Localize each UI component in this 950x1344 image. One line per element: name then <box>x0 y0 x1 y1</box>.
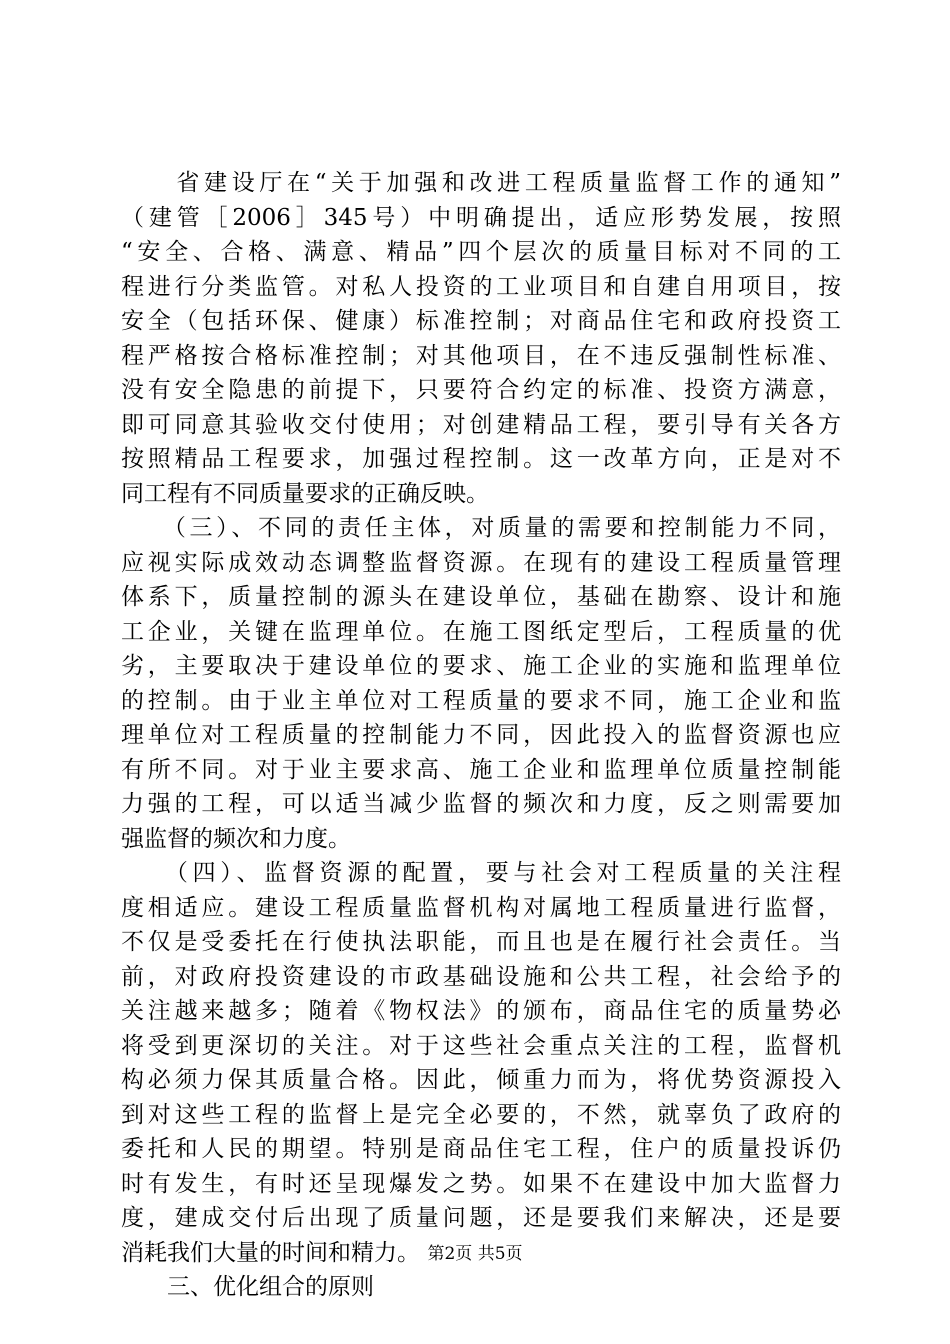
text-line: 同工程有不同质量要求的正确反映。 <box>121 480 489 507</box>
text-line: 时有发生，有时还呈现爆发之势。如果不在建设中加大监督力 <box>121 1170 841 1197</box>
text-line: 有所不同。对于业主要求高、施工企业和监理单位质量控制能 <box>121 756 841 783</box>
text-line: 体系下，质量控制的源头在建设单位，基础在勘察、设计和施 <box>121 584 841 610</box>
text-line: 力强的工程，可以适当减少监督的频次和力度，反之则需要加 <box>121 791 841 817</box>
text-line: 前，对政府投资建设的市政基础设施和公共工程，社会给予的 <box>121 963 841 990</box>
text-line: 理单位对工程质量的控制能力不同，因此投入的监督资源也应 <box>121 722 841 748</box>
text-line: 没有安全隐患的前提下，只要符合约定的标准、投资方满意， <box>121 377 841 403</box>
text-line: 构必须力保其质量合格。因此，倾重力而为，将优势资源投入 <box>121 1067 841 1093</box>
text-line: （三）、不同的责任主体，对质量的需要和控制能力不同， <box>121 515 841 541</box>
text-line: 程进行分类监管。对私人投资的工业项目和自建自用项目，按 <box>121 273 841 300</box>
text-line: 即可同意其验收交付使用；对创建精品工程，要引导有关各方 <box>121 411 841 438</box>
text-line: 关注越来越多；随着《物权法》的颁布，商品住宅的质量势必 <box>121 998 841 1024</box>
text-line: 委托和人民的期望。特别是商品住宅工程，住户的质量投诉仍 <box>121 1136 841 1162</box>
text-line: 劣，主要取决于建设单位的要求、施工企业的实施和监理单位 <box>121 653 841 679</box>
text-line: 省建设厅在“关于加强和改进工程质量监督工作的通知” <box>121 170 841 196</box>
text-line: （四）、监督资源的配置，要与社会对工程质量的关注程 <box>121 860 841 886</box>
text-line: 程严格按合格标准控制；对其他项目，在不违反强制性标准、 <box>121 342 841 369</box>
text-line: 将受到更深切的关注。对于这些社会重点关注的工程，监督机 <box>121 1032 841 1059</box>
text-line: 工企业，关键在监理单位。在施工图纸定型后，工程质量的优 <box>121 618 841 645</box>
text-line: 安全（包括环保、健康）标准控制；对商品住宅和政府投资工 <box>121 308 841 334</box>
text-line: 不仅是受委托在行使执法职能，而且也是在履行社会责任。当 <box>121 929 841 955</box>
text-line: “安全、合格、满意、精品”四个层次的质量目标对不同的工 <box>121 239 841 265</box>
text-line: 消耗我们大量的时间和精力。 <box>121 1239 420 1266</box>
text-line: （建管［2006］345号）中明确提出，适应形势发展，按照 <box>121 204 841 231</box>
text-line: 到对这些工程的监督上是完全必要的，不然，就辜负了政府的 <box>121 1101 841 1128</box>
text-line: 的控制。由于业主单位对工程质量的要求不同，施工企业和监 <box>121 687 841 714</box>
page-footer: 第2页 共5页 <box>427 1244 523 1264</box>
text-line: 按照精品工程要求，加强过程控制。这一改革方向，正是对不 <box>121 446 841 472</box>
text-line: 强监督的频次和力度。 <box>121 825 351 852</box>
text-line: 度相适应。建设工程质量监督机构对属地工程质量进行监督， <box>121 894 841 921</box>
text-line: 应视实际成效动态调整监督资源。在现有的建设工程质量管理 <box>121 549 841 576</box>
text-line: 度，建成交付后出现了质量问题，还是要我们来解决，还是要 <box>121 1205 841 1231</box>
section-heading: 三、优化组合的原则 <box>121 1274 374 1300</box>
body-text <box>121 166 841 1305</box>
